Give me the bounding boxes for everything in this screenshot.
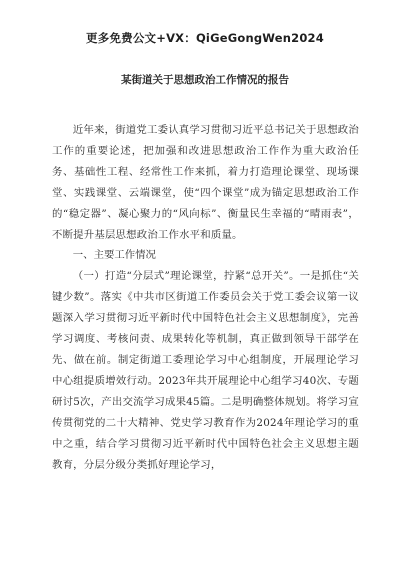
watermark-text: 更多免费公文+VX：QiGeGongWen2024 <box>86 31 324 45</box>
section-paragraph: （一）打造“分层式”理论课堂，拧紧“总开关”。一是抓住“关键少数”。落实《中共市区街道工作委员会关于党工委会议第一议题深入学习贯彻习近平新时代中国特色社会主义思想制度》，完善学习调度、考核问责、成果转化等机制，真正做到领导干部学在先、做在前。制定街道工委理论学习中心组制度，开展理论学习中心组提质增效行动。2023年共开展理论中心组学习40次、专题研讨5次，产出交流学习成果45篇。二是明确整体规划。将学习宣传贯彻党的二十大精神、党史学习教育作为2024年理论学习的重中之重，结合学习贯彻习近平新时代中国特色社会主义思想主题教育，分层分级分类抓好理论学习， <box>52 270 359 471</box>
document-title: 某街道关于思想政治工作情况的报告 <box>121 74 289 86</box>
document-body <box>52 120 359 476</box>
section-heading: 一、主要工作情况 <box>72 249 156 262</box>
intro-paragraph: 近年来，街道党工委认真学习贯彻习近平总书记关于思想政治工作的重要论述，把加强和改进思想政治工作作为重大政治任务、基础性工程、经常性工作来抓，着力打造理论课堂、现场课堂、实践课堂、云端课堂，使“四个课堂”成为锚定思想政治工作的“稳定器”、凝心聚力的“风向标”、衡量民生幸福的“晴雨表”，不断提升基层思想政治工作水平和质量。 <box>52 124 359 241</box>
